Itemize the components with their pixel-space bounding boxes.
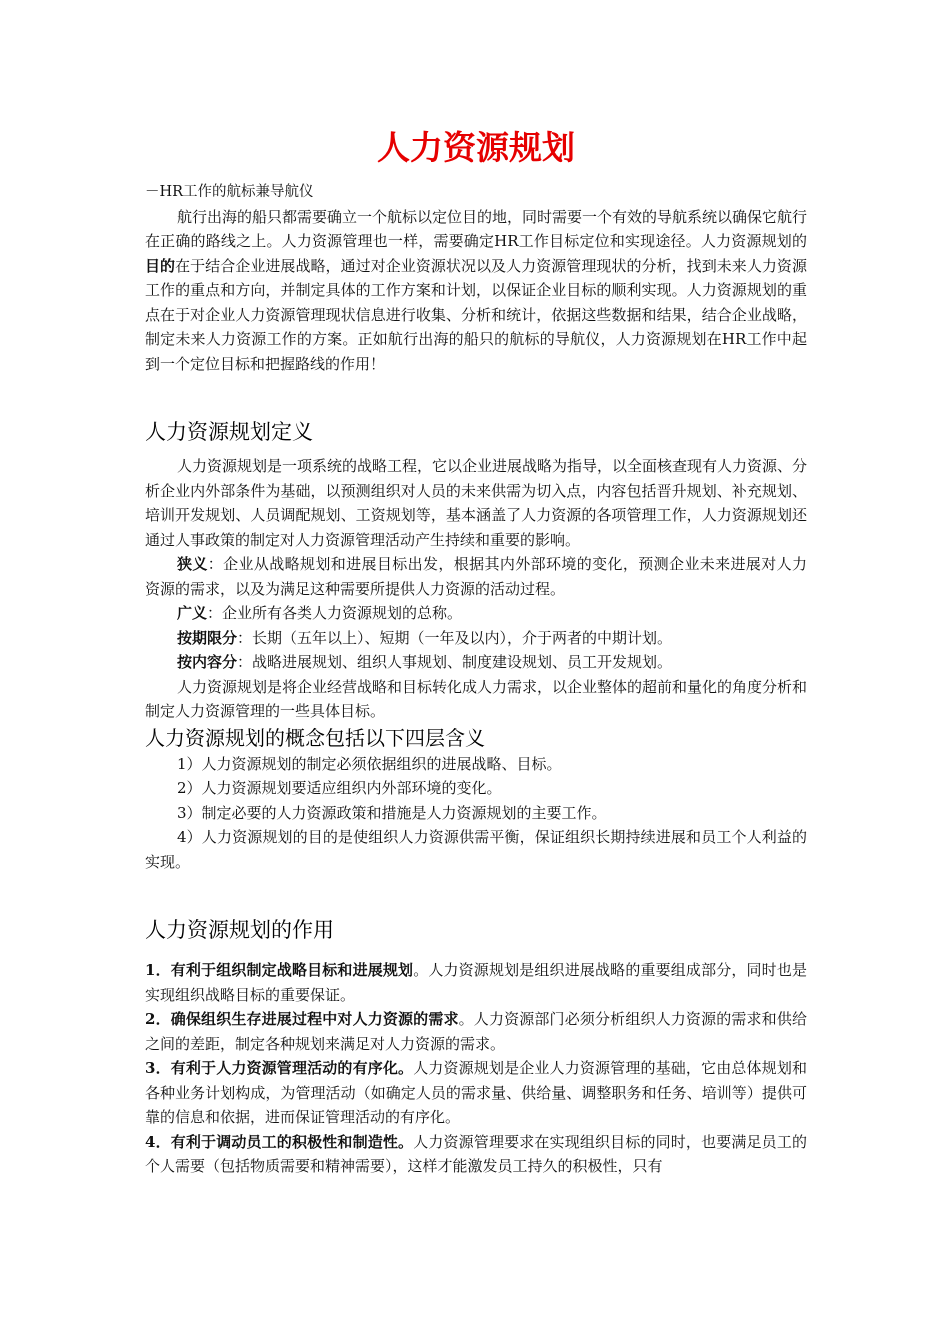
role-item: [145, 1130, 807, 1179]
broad-label: 广义: [177, 604, 208, 622]
content-classification: [145, 650, 807, 675]
role-item-title: 1．有利于组织制定战略目标和进展规划: [145, 961, 414, 979]
content-text: ：战略进展规划、组织人事规划、制度建设规划、员工开发规划。: [237, 653, 673, 671]
roles-heading: 人力资源规划的作用: [145, 918, 334, 942]
definition-summary: 人力资源规划是将企业经营战略和目标转化成人力需求，以企业整体的超前和量化的角度分析和制定人力资源管理的一些具体目标。: [145, 677, 808, 720]
document-subtitle: －HR工作的航标兼导航仪: [145, 184, 314, 200]
narrow-label: 狭义: [177, 555, 208, 573]
role-item-text: 。人力资源规划是组织进展战略的重要组成部分，同时也是实现组织战略目标的重要保证。: [145, 961, 807, 1004]
role-item: [145, 1056, 807, 1130]
role-item-text: 人力资源管理要求在实现组织目标的同时，也要满足员工的个人需要（包括物质需要和精神需要），这样才能激发员工持久的积极性，只有: [145, 1132, 807, 1175]
definition-paragraph: 人力资源规划是一项系统的战略工程，它以企业进展战略为指导，以全面核查现有人力资源、分析企业内外部条件为基础，以预测组织对人员的未来供需为切入点，内容包括晋升规划、补充规划、培训开发规划、人员调配规划、工资规划等，基本涵盖了人力资源的各项管理工作，人力资源规划还通过人事政策的制定对人力资源管理活动产生持续和重要的影响。: [145, 457, 808, 549]
intro-paragraph: [145, 205, 807, 377]
document-page: [145, 118, 807, 1179]
intro-text-b: 在于结合企业进展战略，通过对企业资源状况以及人力资源管理现状的分析，找到未来人力资源工作的重点和方向，并制定具体的工作方案和计划，以保证企业目标的顺利实现。人力资源规划的重点在于对企业人力资源管理现状信息进行收集、分析和统计，依据这些数据和结果，结合企业战略，制定未来人力资源工作的方案。正如航行出海的船只的航标的导航仪，人力资源规划在HR工作中起到一个定位目标和把握路线的作用！: [145, 256, 807, 373]
period-label: 按期限分: [177, 628, 238, 647]
broad-text: ：企业所有各类人力资源规划的总称。: [207, 604, 463, 622]
narrow-definition: [145, 552, 807, 601]
role-item-title: 4．有利于调动员工的积极性和制造性。: [145, 1132, 414, 1151]
broad-definition: [145, 601, 807, 626]
role-item-text: 人力资源规划是企业人力资源管理的基础，它由总体规划和各种业务计划构成，为管理活动（如确定人员的需求量、供给量、调整职务和任务、培训等）提供可靠的信息和依据，进而保证管理活动的有序化。: [145, 1059, 807, 1126]
period-classification: [145, 626, 807, 651]
list-item: 1）人力资源规划的制定必须依据组织的进展战略、目标。: [177, 754, 562, 773]
period-text: ：长期（五年以上）、短期（一年及以内），介于两者的中期计划。: [237, 628, 673, 647]
four-layers-heading: 人力资源规划的概念包括以下四层含义: [145, 725, 485, 750]
narrow-text: ：企业从战略规划和进展目标出发，根据其内外部环境的变化，预测企业未来进展对人力资源的需求，以及为满足这种需要所提供人力资源的活动过程。: [145, 555, 807, 598]
role-item-title: 3．有利于人力资源管理活动的有序化。: [145, 1059, 414, 1077]
role-item-title: 2．确保组织生存进展过程中对人力资源的需求: [145, 1010, 459, 1028]
list-item: 2）人力资源规划要适应组织内外部环境的变化。: [177, 779, 502, 797]
intro-text-a: 航行出海的船只都需要确立一个航标以定位目的地，同时需要一个有效的导航系统以确保它航行在正确的路线之上。人力资源管理也一样，需要确定HR工作目标定位和实现途径。人力资源规划的: [145, 207, 808, 250]
intro-bold-purpose: 目的: [145, 256, 176, 275]
role-item: [145, 958, 807, 1007]
list-item: 3）制定必要的人力资源政策和措施是人力资源规划的主要工作。: [177, 803, 607, 822]
role-item-text: 。人力资源部门必须分析组织人力资源的需求和供给之间的差距，制定各种规划来满足对人力资源的需求。: [145, 1010, 807, 1053]
definition-heading: 人力资源规划定义: [145, 420, 313, 444]
document-title: 人力资源规划: [377, 128, 575, 167]
role-item: [145, 1007, 807, 1056]
list-item: 4）人力资源规划的目的是使组织人力资源供需平衡，保证组织长期持续进展和员工个人利益的实现。: [145, 828, 807, 871]
content-label: 按内容分: [177, 653, 238, 671]
